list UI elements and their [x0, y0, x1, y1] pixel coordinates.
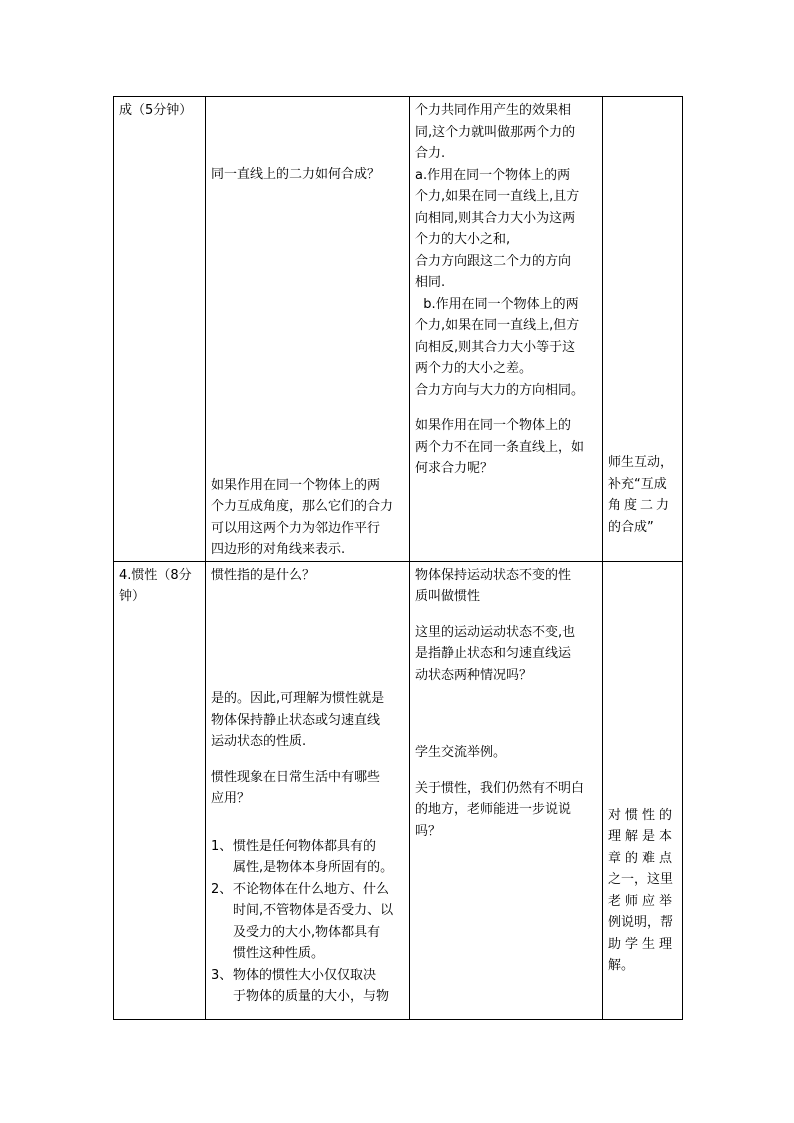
- student-activity-cell: [410, 97, 603, 562]
- notes-text: 师生互动， 补充“互成 角度二力 的合成”: [608, 455, 674, 535]
- section-cell: [114, 561, 206, 1019]
- explanation-paragraph: 如果作用在同一个物体上的两 个力互成角度，那么它们的合力 可以用这两个力为邻边作平行 四边形的对角线来表示.: [211, 477, 394, 557]
- list-item: 2、 不论物体在什么地方、什么 时间,不管物体是否受力、以 及受力的大小,物体都具有 惯性这种性质。: [211, 881, 394, 961]
- teacher-activity-cell: [206, 561, 410, 1019]
- inertia-properties-list: [211, 836, 404, 1008]
- question-text: 如果作用在同一个物体上的 两个力不在同一条直线上，如 何求合力呢？: [415, 418, 585, 476]
- lesson-plan-table: [113, 96, 683, 1020]
- section-cell: [114, 97, 206, 562]
- teacher-activity-cell: [206, 97, 410, 562]
- list-item: 1、 惯性是任何物体都具有的 属性,是物体本身所固有的。: [211, 838, 394, 875]
- section-title: 4.惯性（8分 钟）: [119, 567, 192, 604]
- section-title: 成（5分钟）: [119, 103, 193, 118]
- question-text: 惯性指的是什么？: [211, 567, 316, 583]
- explanation-paragraph: 是的。因此,可理解为惯性就是 物体保持静止状态或匀速直线 运动状态的性质.: [211, 691, 385, 749]
- student-activity-cell: [410, 561, 603, 1019]
- question-text: 同一直线上的二力如何合成？: [211, 167, 381, 182]
- notes-text: 对惯性的 理解是本 章的难点 之一，这里 老师应举 例说明，帮 助学生理 解。: [608, 807, 677, 973]
- question-text: 惯性现象在日常生活中有哪些 应用？: [211, 769, 381, 806]
- question-text: 关于惯性，我们仍然有不明白 的地方，老师能进一步说说 吗？: [415, 780, 585, 839]
- notes-cell: [603, 561, 683, 1019]
- definition-text: 物体保持运动状态不变的性 质叫做惯性: [415, 567, 572, 604]
- list-item: 3、 物体的惯性大小仅仅取决 于物体的质量的大小，与物: [211, 967, 390, 1004]
- notes-cell: [603, 97, 683, 562]
- question-text: 这里的运动运动状态不变,也 是指静止状态和匀速直线运 动状态两种情况吗？: [415, 624, 576, 683]
- table-row: [114, 97, 683, 562]
- activity-text: 学生交流举例。: [415, 745, 507, 760]
- explanation-paragraph: 个力共同作用产生的效果相 同,这个力就叫做那两个力的 合力. a.作用在同一个物体上的两 个力,如果在同一直线上,且方 向相同,则其合力大小为这两 个力的大小之和, 合力方向跟这二个力的方向 相同. b.作用在同一个物体上的两 个力,如果在同一直线上,但方 向相反,则其合力大小等于这 两个力的大小之差。 合力方向与大力的方向相同。: [415, 103, 585, 398]
- table-row: [114, 561, 683, 1019]
